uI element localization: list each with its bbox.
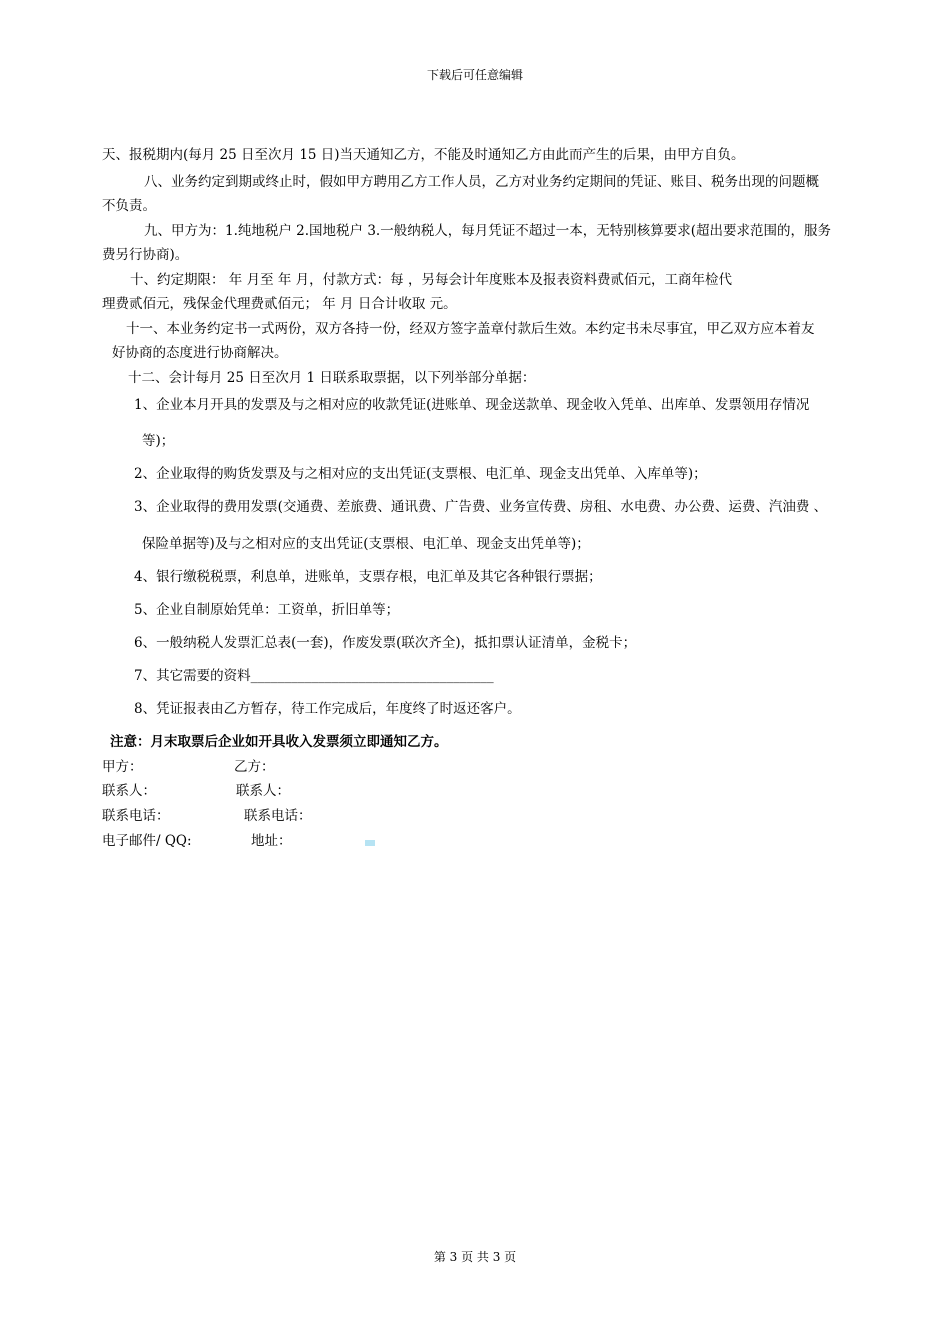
- party-a-label: 甲方：: [102, 759, 143, 775]
- contact-b-label: 联系人：: [236, 783, 290, 799]
- paragraph-9-line-2: 费另行协商)。: [102, 247, 189, 263]
- phone-a-label: 联系电话：: [102, 808, 170, 824]
- email-qq-label: 电子邮件/ QQ:: [102, 833, 192, 849]
- phone-b-label: 联系电话：: [244, 808, 312, 824]
- address-label: 地址：: [251, 833, 292, 849]
- highlight-marker: [365, 840, 375, 846]
- paragraph-7-continuation: 天、报税期内(每月 25 日至次月 15 日)当天通知乙方，不能及时通知乙方由此而产生的后果，由甲方自负。: [102, 147, 745, 163]
- list-item-6: 6、一般纳税人发票汇总表(一套)，作废发票(联次齐全)，抵扣票认证清单，金税卡；: [134, 635, 637, 651]
- paragraph-11-line-1: 十一、本业务约定书一式两份，双方各持一份，经双方签字盖章付款后生效。本约定书未尽事宜，甲乙双方应本着友: [126, 321, 815, 337]
- party-b-label: 乙方：: [234, 759, 275, 775]
- list-item-5: 5、企业自制原始凭单：工资单，折旧单等；: [134, 602, 400, 618]
- contact-a-label: 联系人：: [102, 783, 156, 799]
- list-item-3-line-1: 3、企业取得的费用发票(交通费、差旅费、通讯费、广告费、业务宣传费、房租、水电费、办公费、运费、汽油费 、: [134, 499, 828, 515]
- paragraph-10-line-1: 十、约定期限： 年 月至 年 月，付款方式：每 ，另每会计年度账本及报表资料费贰佰元，工商年检代: [130, 272, 732, 288]
- notice-text: 注意：月末取票后企业如开具收入发票须立即通知乙方。: [110, 734, 448, 750]
- list-item-1-line-1: 1、企业本月开具的发票及与之相对应的收款凭证(进账单、现金送款单、现金收入凭单、出库单、发票领用存情况: [134, 397, 810, 413]
- list-item-8: 8、凭证报表由乙方暂存，待工作完成后，年度终了时返还客户。: [134, 701, 521, 717]
- paragraph-8-line-1: 八、业务约定到期或终止时，假如甲方聘用乙方工作人员，乙方对业务约定期间的凭证、账目、税务出现的问题概: [144, 174, 819, 190]
- list-item-4: 4、银行缴税税票，利息单，进账单，支票存根，电汇单及其它各种银行票据；: [134, 569, 602, 585]
- list-item-2: 2、企业取得的购货发票及与之相对应的支出凭证(支票根、电汇单、现金支出凭单、入库单等)；: [134, 466, 707, 482]
- list-item-1-line-2: 等)；: [142, 433, 175, 449]
- page-footer: 第 3 页 共 3 页: [433, 1250, 517, 1264]
- page-header: 下载后可任意编辑: [426, 68, 523, 82]
- paragraph-10-line-2: 理费贰佰元，残保金代理费贰佰元； 年 月 日合计收取 元。: [102, 296, 457, 312]
- paragraph-11-line-2: 好协商的态度进行协商解决。: [112, 345, 288, 361]
- paragraph-12-intro: 十二、会计每月 25 日至次月 1 日联系取票据，以下列举部分单据：: [128, 370, 536, 386]
- paragraph-8-line-2: 不负责。: [102, 198, 156, 214]
- paragraph-9-line-1: 九、甲方为：1.纯地税户 2.国地税户 3.一般纳税人，每月凭证不超过一本，无特别核算要求(超出要求范围的，服务: [144, 223, 831, 239]
- list-item-3-line-2: 保险单据等)及与之相对应的支出凭证(支票根、电汇单、现金支出凭单等)；: [142, 536, 590, 552]
- list-item-7: 7、其它需要的资料____________________________________: [134, 668, 494, 684]
